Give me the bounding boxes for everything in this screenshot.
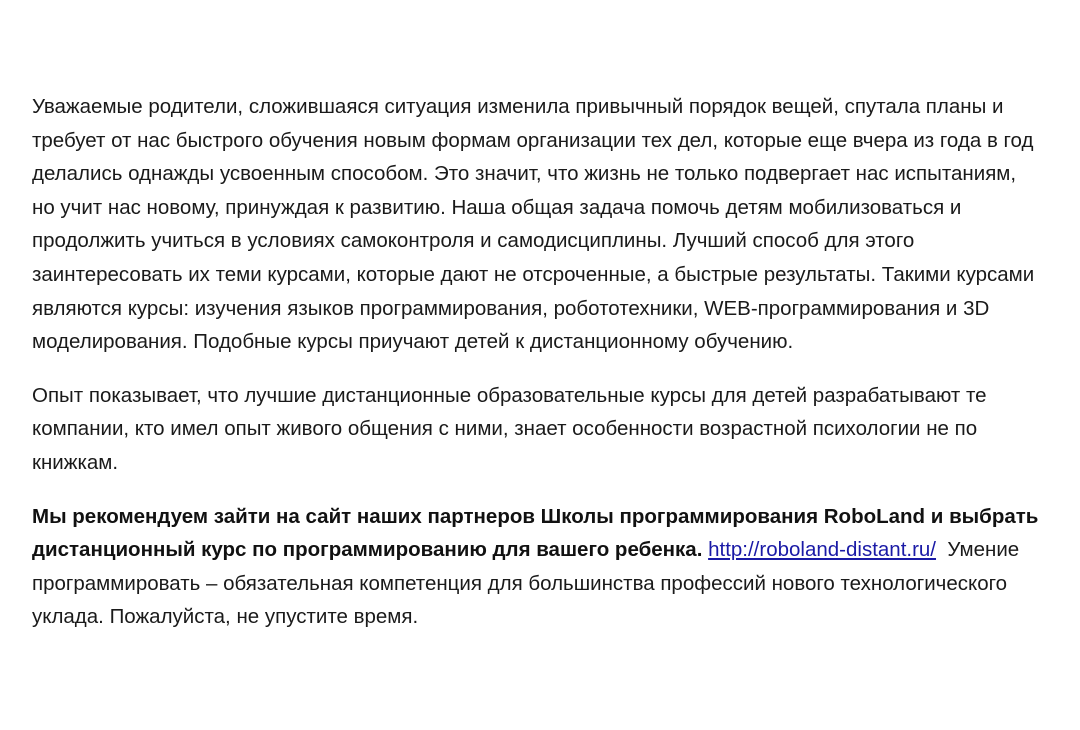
paragraph-recommendation [32,500,1042,634]
paragraph-intro: Уважаемые родители, сложившаяся ситуация изменила привычный порядок вещей, спутала планы и требует от нас быстрого обучения новым формам организации тех дел, которые еще вчера из года в год делались однажды усвоенным способом. Это значит, что жизнь не только подвергает нас испытаниям, но учит нас новому, принуждая к развитию. Наша общая задача помочь детям мобилизоваться и продолжить учиться в условиях самоконтроля и самодисциплины. Лучший способ для этого заинтересовать их теми курсами, которые дают не отсроченные, а быстрые результаты. Такими курсами являются курсы: изучения языков программирования, робототехники, WEB-программирования и 3D моделирования. Подобные курсы приучают детей к дистанционному обучению. [32,95,1035,354]
recommendation-tail-text: Умение программировать – обязательная компетенция для большинства профессий нового технологического уклада. Пожалуйста, не упустите время. [32,538,1020,629]
paragraph-experience: Опыт показывает, что лучшие дистанционные образовательные курсы для детей разрабатывают те компании, кто имел опыт живого общения с ними, знает особенности возрастной психологии не по книжкам. [32,383,987,474]
recommendation-bold-text: Мы рекомендуем зайти на сайт наших партнеров Школы программирования RoboLand и выбрать дистанционный курс по программированию для вашего ребенка. [32,504,1039,562]
roboland-link[interactable]: http://roboland-distant.ru/ [708,538,937,562]
document-body [32,90,1042,654]
